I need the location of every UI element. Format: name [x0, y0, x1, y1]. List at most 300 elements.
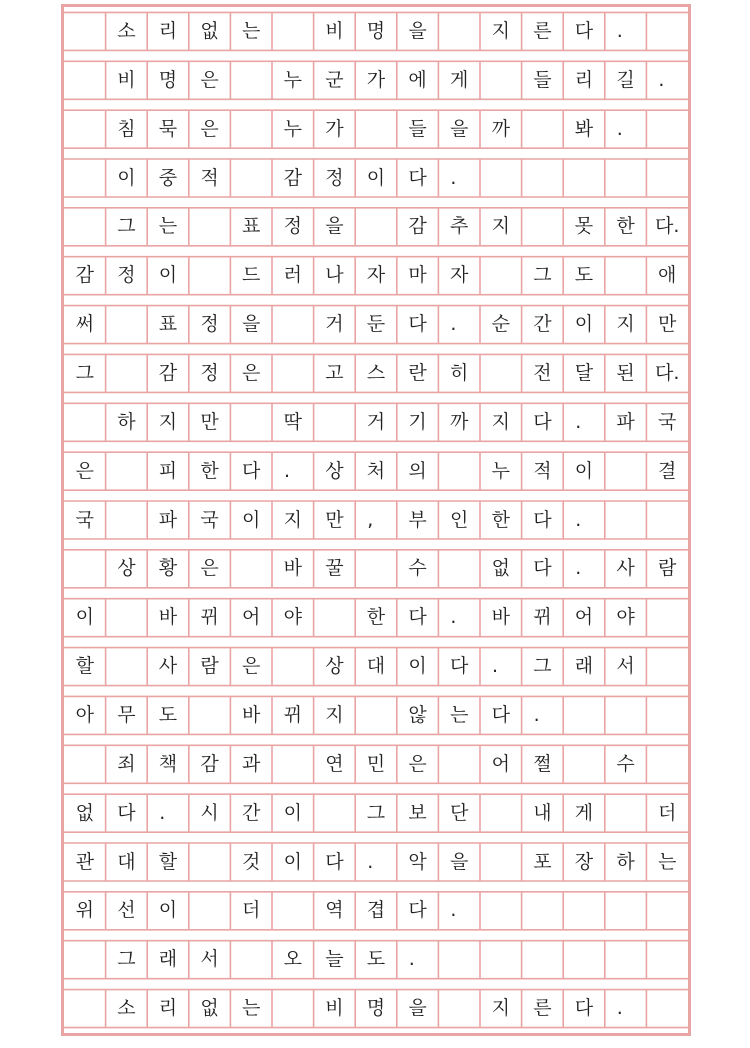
manuscript-cell: [646, 648, 688, 686]
manuscript-cell: 래: [574, 655, 594, 678]
manuscript-cell: 연: [325, 752, 344, 775]
manuscript-cell: 감: [158, 361, 178, 384]
manuscript-cell: .: [575, 410, 582, 433]
manuscript-cell: [189, 208, 231, 246]
manuscript-cell: 죄: [117, 752, 136, 775]
manuscript-cell: [438, 12, 480, 50]
manuscript-cell: .: [408, 948, 415, 971]
manuscript-cell: 지: [283, 508, 302, 531]
manuscript-cell: 순: [491, 313, 510, 336]
manuscript-cell: [646, 12, 688, 50]
manuscript-cell: 사: [158, 655, 178, 678]
manuscript-cell: 파: [158, 508, 178, 531]
manuscript-cell: [189, 696, 231, 734]
manuscript-cell: [480, 159, 522, 197]
manuscript-cell: .: [492, 655, 499, 678]
manuscript-cell: 다: [408, 899, 427, 922]
manuscript-cell: 묵: [158, 117, 178, 140]
manuscript-cell: 누: [283, 68, 302, 91]
manuscript-cell: 들: [533, 68, 552, 91]
manuscript-cell: 정: [200, 313, 219, 336]
manuscript-cell: [522, 892, 564, 930]
manuscript-cell: 드: [242, 264, 261, 287]
manuscript-cell: .: [616, 997, 623, 1020]
manuscript-cell: 들: [408, 117, 427, 140]
manuscript-cell: 없: [491, 557, 510, 580]
manuscript-cell: .: [450, 166, 457, 189]
manuscript-cell: 도: [574, 264, 594, 287]
manuscript-cell: 부: [408, 508, 427, 531]
manuscript-cell: 은: [200, 557, 219, 580]
manuscript-cell: 을: [408, 19, 427, 42]
manuscript-cell: 뀌: [533, 606, 552, 629]
manuscript-cell: [480, 257, 522, 295]
manuscript-cell: 나: [325, 264, 344, 287]
manuscript-cell: 마: [408, 264, 427, 287]
manuscript-cell: 처: [366, 459, 386, 482]
manuscript-cell: 은: [242, 361, 261, 384]
manuscript-cell: 의: [408, 459, 427, 482]
manuscript-cell: 없: [200, 997, 219, 1020]
manuscript-cell: 다: [574, 997, 594, 1020]
manuscript-cell: 상: [117, 557, 136, 580]
manuscript-cell: 누: [491, 459, 510, 482]
manuscript-cell: 하: [117, 410, 136, 433]
manuscript-cell: 서: [616, 655, 635, 678]
manuscript-cell: 을: [450, 850, 469, 873]
manuscript-cell: 적: [533, 459, 552, 482]
manuscript-cell: 달: [574, 361, 594, 384]
manuscript-cell: 명: [366, 19, 386, 42]
manuscript-cell: 파: [616, 410, 635, 433]
manuscript-cell: [64, 550, 106, 588]
manuscript-cell: [272, 306, 314, 344]
manuscript-cell: 써: [75, 313, 94, 336]
manuscript-cell: [355, 208, 397, 246]
manuscript-cell: .: [575, 508, 582, 531]
manuscript-cell: 리: [158, 19, 178, 42]
manuscript-cell: 대: [117, 850, 136, 873]
manuscript-cell: 만: [658, 313, 677, 336]
manuscript-cell: [522, 110, 564, 148]
manuscript-cell: 결: [658, 459, 677, 482]
manuscript-cell: 악: [408, 850, 427, 873]
manuscript-cell: [438, 452, 480, 490]
manuscript-cell: 이: [408, 655, 427, 678]
manuscript-cell: 그: [117, 215, 136, 238]
manuscript-cell: 상: [325, 655, 344, 678]
manuscript-cell: [522, 159, 564, 197]
manuscript-cell: 감: [283, 166, 302, 189]
manuscript-cell: 내: [533, 801, 552, 824]
manuscript-cell: 장: [574, 850, 594, 873]
manuscript-cell: [189, 892, 231, 930]
manuscript-cell: [480, 892, 522, 930]
manuscript-cell: 래: [158, 948, 178, 971]
manuscript-cell: 러: [283, 264, 302, 287]
manuscript-cell: [64, 12, 106, 50]
manuscript-cell: 다: [533, 557, 552, 580]
manuscript-cell: 비: [325, 19, 344, 42]
manuscript-cell: 자: [450, 264, 469, 287]
manuscript-cell: [64, 403, 106, 441]
manuscript-cell: 것: [242, 850, 261, 873]
manuscript-cell: 둔: [366, 313, 386, 336]
manuscript-cell: [106, 648, 148, 686]
manuscript-cell: 이: [158, 899, 178, 922]
manuscript-cell: [230, 61, 272, 99]
manuscript-cell: 뀌: [200, 606, 219, 629]
manuscript-cell: 하: [616, 850, 635, 873]
manuscript-cell: .: [159, 801, 166, 824]
manuscript-cell: [355, 550, 397, 588]
manuscript-cell: [646, 745, 688, 783]
manuscript-cell: 할: [75, 655, 94, 678]
manuscript-cell: 중: [158, 166, 178, 189]
manuscript-cell: 아: [75, 703, 94, 726]
manuscript-cell: 역: [325, 899, 344, 922]
manuscript-cell: 은: [75, 459, 94, 482]
manuscript-cell: 책: [158, 752, 178, 775]
manuscript-cell: 다: [408, 313, 427, 336]
manuscript-cell: 사: [616, 557, 635, 580]
manuscript-cell: [64, 745, 106, 783]
manuscript-cell: 다: [574, 19, 594, 42]
manuscript-cell: 자: [366, 264, 386, 287]
manuscript-cell: 겹: [366, 899, 386, 922]
manuscript-cell: 정: [283, 215, 302, 238]
manuscript-cell: 국: [75, 508, 94, 531]
manuscript-cell: [272, 12, 314, 50]
manuscript-cell: 다.: [654, 361, 680, 384]
manuscript-cell: 바: [242, 703, 261, 726]
manuscript-cell: 민: [366, 752, 386, 775]
manuscript-cell: 지: [491, 215, 510, 238]
manuscript-cell: 은: [200, 68, 219, 91]
manuscript-cell: [64, 208, 106, 246]
manuscript-cell: 감: [408, 215, 427, 238]
manuscript-cell: 지: [491, 19, 510, 42]
manuscript-cell: 정: [325, 166, 344, 189]
manuscript-cell: .: [575, 557, 582, 580]
manuscript-cell: 그: [75, 361, 94, 384]
manuscript-cell: 다: [117, 801, 136, 824]
manuscript-cell: 포: [533, 850, 552, 873]
manuscript-cell: 란: [408, 361, 427, 384]
manuscript-cell: [272, 354, 314, 392]
manuscript-cell: [106, 599, 148, 637]
manuscript-cell: 람: [200, 655, 219, 678]
manuscript-cell: 대: [366, 655, 386, 678]
manuscript-cell: 군: [325, 68, 344, 91]
manuscript-cell: 만: [325, 508, 344, 531]
manuscript-cell: 단: [450, 801, 469, 824]
manuscript-cell: [480, 794, 522, 832]
manuscript-cell: [438, 990, 480, 1028]
manuscript-cell: 표: [242, 215, 261, 238]
manuscript-cell: .: [616, 19, 623, 42]
manuscript-cell: 서: [200, 948, 219, 971]
manuscript-cell: .: [284, 459, 291, 482]
manuscript-cell: 람: [658, 557, 677, 580]
manuscript-cell: 한: [200, 459, 219, 482]
manuscript-cell: 야: [283, 606, 302, 629]
manuscript-cell: 가: [325, 117, 344, 140]
manuscript-cell: [605, 501, 647, 539]
manuscript-cell: [605, 941, 647, 979]
manuscript-cell: 이: [158, 264, 178, 287]
manuscript-cell: [106, 306, 148, 344]
manuscript-cell: 없: [200, 19, 219, 42]
manuscript-cell: [355, 110, 397, 148]
manuscript-cell: 을: [325, 215, 344, 238]
manuscript-cell: 이: [117, 166, 136, 189]
manuscript-cell: [480, 61, 522, 99]
manuscript-cell: 게: [450, 68, 469, 91]
manuscript-cell: [480, 354, 522, 392]
manuscript-cell: [646, 110, 688, 148]
manuscript-cell: [646, 941, 688, 979]
manuscript-cell: 른: [533, 19, 552, 42]
manuscript-cell: 다.: [654, 215, 680, 238]
manuscript-cell: 지: [158, 410, 178, 433]
manuscript-cell: 는: [242, 997, 261, 1020]
manuscript-cell: [646, 892, 688, 930]
manuscript-cell: .: [450, 313, 457, 336]
manuscript-cell: 다: [408, 606, 427, 629]
manuscript-cell: 꿀: [325, 557, 344, 580]
manuscript-cell: 적: [200, 166, 219, 189]
manuscript-cell: [605, 892, 647, 930]
manuscript-cell: 까: [450, 410, 469, 433]
manuscript-cell: [563, 159, 605, 197]
manuscript-cell: 소: [117, 997, 136, 1020]
manuscript-cell: 정: [117, 264, 136, 287]
manuscript-cell: [646, 990, 688, 1028]
manuscript-cell: 이: [574, 459, 594, 482]
manuscript-cell: [106, 354, 148, 392]
manuscript-cell: 지: [325, 703, 344, 726]
manuscript-cell: [106, 501, 148, 539]
manuscript-cell: 딱: [283, 410, 302, 433]
manuscript-cell: 다: [491, 703, 510, 726]
manuscript-cell: [355, 696, 397, 734]
manuscript-cell: [438, 550, 480, 588]
manuscript-cell: [480, 941, 522, 979]
manuscript-cell: 그: [533, 655, 552, 678]
manuscript-cell: 다: [450, 655, 469, 678]
manuscript-cell: 는: [158, 215, 178, 238]
manuscript-cell: 한: [616, 215, 635, 238]
manuscript-cell: 야: [616, 606, 635, 629]
manuscript-cell: 만: [200, 410, 219, 433]
manuscript-cell: 어: [574, 606, 594, 629]
manuscript-cell: 그: [117, 948, 136, 971]
manuscript-cell: [605, 257, 647, 295]
manuscript-cell: 할: [158, 850, 178, 873]
manuscript-cell: .: [450, 606, 457, 629]
manuscript-cell: 전: [533, 361, 552, 384]
manuscript-cell: 더: [242, 899, 261, 922]
manuscript-cell: 한: [366, 606, 386, 629]
manuscript-cell: [64, 990, 106, 1028]
manuscript-cell: 그: [533, 264, 552, 287]
manuscript-cell: 는: [450, 703, 469, 726]
manuscript-cell: ,: [367, 508, 374, 531]
manuscript-cell: [314, 599, 356, 637]
manuscript-cell: 지: [616, 313, 635, 336]
manuscript-cell: 오: [283, 948, 302, 971]
manuscript-cell: 어: [242, 606, 261, 629]
manuscript-cell: 도: [158, 703, 178, 726]
manuscript-cell: 고: [325, 361, 344, 384]
manuscript-cell: [563, 745, 605, 783]
manuscript-cell: [522, 208, 564, 246]
manuscript-cell: 상: [325, 459, 344, 482]
manuscript-cell: [438, 941, 480, 979]
manuscript-cell: [646, 599, 688, 637]
manuscript-cell: .: [658, 68, 665, 91]
manuscript-cell: [563, 892, 605, 930]
manuscript-cell: [106, 452, 148, 490]
manuscript-cell: 길: [616, 68, 635, 91]
manuscript-cell: [272, 990, 314, 1028]
manuscript-cell: 다: [408, 166, 427, 189]
manuscript-cell: 는: [658, 850, 677, 873]
manuscript-cell: 더: [658, 801, 677, 824]
manuscript-cell: 선: [117, 899, 136, 922]
manuscript-cell: 까: [491, 117, 510, 140]
manuscript-cell: 간: [533, 313, 552, 336]
manuscript-cell: .: [616, 117, 623, 140]
manuscript-cell: 거: [366, 410, 386, 433]
manuscript-cell: [314, 794, 356, 832]
manuscript-cell: 애: [658, 264, 677, 287]
manuscript-cell: 시: [200, 801, 219, 824]
manuscript-cell: [230, 110, 272, 148]
manuscript-cell: 을: [408, 997, 427, 1020]
manuscript-cell: [605, 452, 647, 490]
manuscript-cell: [522, 941, 564, 979]
manuscript-cell: 어: [491, 752, 510, 775]
manuscript-cell: 기: [408, 410, 427, 433]
manuscript-cell: 이: [574, 313, 594, 336]
manuscript-cell: 이: [242, 508, 261, 531]
manuscript-cell: 비: [117, 68, 136, 91]
manuscript-cell: 이: [283, 801, 302, 824]
manuscript-cell: [605, 159, 647, 197]
manuscript-cell: 과: [242, 752, 261, 775]
manuscript-cell: 표: [158, 313, 178, 336]
manuscript-cell: 못: [574, 215, 594, 238]
manuscript-cell: [230, 159, 272, 197]
manuscript-cell: 관: [75, 850, 94, 873]
manuscript-cell: 보: [408, 801, 427, 824]
manuscript-cell: 다: [533, 508, 552, 531]
manuscript-cell: 감: [75, 264, 94, 287]
manuscript-cell: 그: [366, 801, 386, 824]
manuscript-cell: 지: [491, 997, 510, 1020]
manuscript-cell: [605, 696, 647, 734]
manuscript-cell: 가: [366, 68, 386, 91]
manuscript-cell: 비: [325, 997, 344, 1020]
manuscript-cell: 않: [408, 703, 427, 726]
manuscript-cell: 없: [75, 801, 94, 824]
manuscript-cell: [64, 110, 106, 148]
manuscript-cell: 리: [574, 68, 594, 91]
manuscript-sheet: [61, 4, 691, 1036]
manuscript-cell: 리: [158, 997, 178, 1020]
manuscript-cell: 한: [491, 508, 510, 531]
manuscript-cell: .: [367, 850, 374, 873]
manuscript-cell: 스: [366, 361, 386, 384]
manuscript-cell: 을: [450, 117, 469, 140]
manuscript-cell: [605, 794, 647, 832]
manuscript-cell: 바: [491, 606, 510, 629]
manuscript-cell: 이: [366, 166, 386, 189]
manuscript-cell: 바: [158, 606, 178, 629]
manuscript-cell: [64, 61, 106, 99]
manuscript-cell: [646, 501, 688, 539]
manuscript-cell: 도: [366, 948, 386, 971]
manuscript-cell: 피: [158, 459, 178, 482]
manuscript-cell: 늘: [325, 948, 344, 971]
manuscript-cell: 는: [242, 19, 261, 42]
manuscript-cell: 위: [75, 899, 94, 922]
manuscript-cell: 된: [616, 361, 635, 384]
manuscript-cell: [563, 941, 605, 979]
manuscript-cell: 감: [200, 752, 219, 775]
manuscript-cell: [64, 941, 106, 979]
manuscript-cell: 바: [283, 557, 302, 580]
manuscript-cell: 다: [533, 410, 552, 433]
manuscript-cell: [646, 696, 688, 734]
manuscript-cell: 이: [283, 850, 302, 873]
manuscript-cell: 른: [533, 997, 552, 1020]
manuscript-cell: 지: [491, 410, 510, 433]
manuscript-cell: 거: [325, 313, 344, 336]
manuscript-cell: 침: [117, 117, 136, 140]
manuscript-cell: 다: [242, 459, 261, 482]
manuscript-cell: 소: [117, 19, 136, 42]
manuscript-cell: [563, 696, 605, 734]
manuscript-cell: 추: [450, 215, 469, 238]
manuscript-cell: 인: [450, 508, 469, 531]
manuscript-cell: 수: [408, 557, 427, 580]
manuscript-cell: [272, 648, 314, 686]
manuscript-cell: [272, 745, 314, 783]
manuscript-cell: 다: [325, 850, 344, 873]
manuscript-cell: 누: [283, 117, 302, 140]
manuscript-cell: 은: [242, 655, 261, 678]
manuscript-cell: 명: [366, 997, 386, 1020]
manuscript-cell: [438, 745, 480, 783]
manuscript-cell: [230, 941, 272, 979]
manuscript-cell: 에: [408, 68, 427, 91]
manuscript-cell: 수: [616, 752, 635, 775]
manuscript-cell: [189, 257, 231, 295]
manuscript-cell: 무: [117, 703, 136, 726]
manuscript-cell: [272, 892, 314, 930]
manuscript-cell: 이: [75, 606, 94, 629]
manuscript-cell: [64, 159, 106, 197]
manuscript-cell: 정: [200, 361, 219, 384]
manuscript-cell: [480, 843, 522, 881]
manuscript-cell: 뀌: [283, 703, 302, 726]
manuscript-cell: 쩔: [533, 752, 552, 775]
manuscript-cell: 국: [658, 410, 677, 433]
manuscript-cell: 간: [242, 801, 261, 824]
